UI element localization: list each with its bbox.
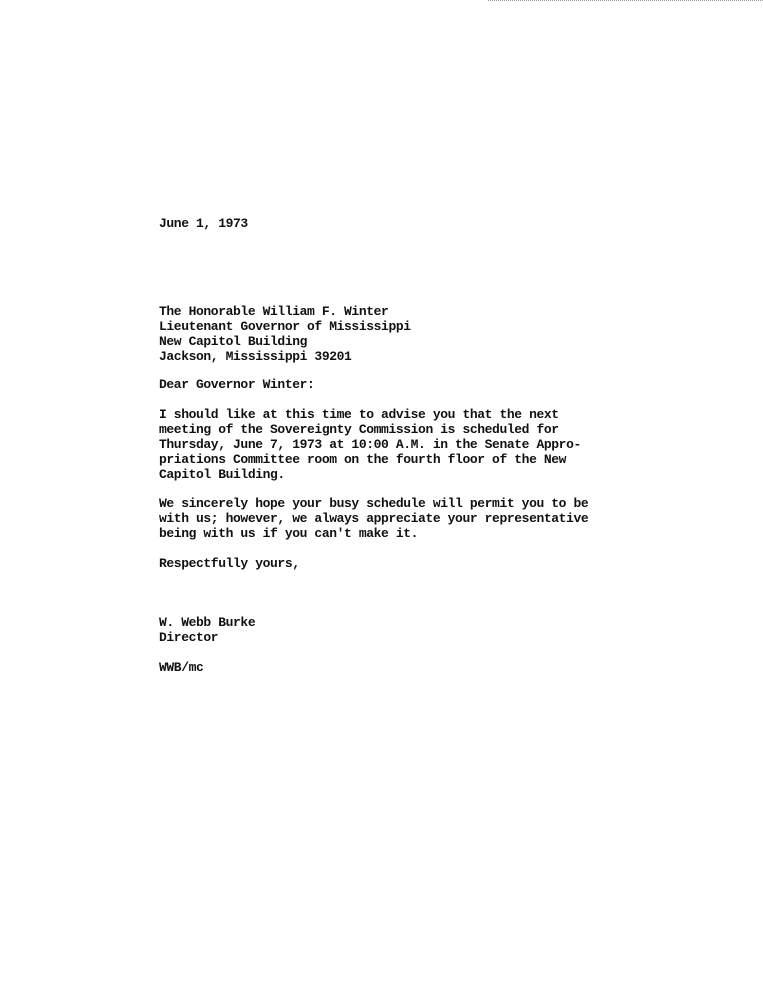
recipient-building: New Capitol Building — [159, 334, 308, 349]
salutation: Dear Governor Winter: — [159, 377, 315, 392]
paragraph-2-line-2: with us; however, we always appreciate your representative — [159, 511, 589, 526]
recipient-address — [159, 304, 411, 364]
reference-initials: WWB/mc — [159, 660, 204, 675]
signature-block — [159, 615, 255, 645]
paragraph-1-line-3: Thursday, June 7, 1973 at 10:00 A.M. in the Senate Appro- — [159, 437, 581, 452]
paragraph-1-line-4: priations Committee room on the fourth floor of the New — [159, 452, 567, 467]
paragraph-1-line-2: meeting of the Sovereignty Commission is scheduled for — [159, 422, 559, 437]
signer-name: W. Webb Burke — [159, 615, 256, 630]
paragraph-2-line-1: We sincerely hope your busy schedule will permit you to be — [159, 496, 589, 511]
letter-date: June 1, 1973 — [159, 216, 248, 231]
paragraph-1-line-5: Capitol Building. — [159, 467, 285, 482]
recipient-title: Lieutenant Governor of Mississippi — [159, 319, 411, 334]
recipient-city: Jackson, Mississippi 39201 — [159, 349, 352, 364]
body-paragraph-2 — [159, 496, 588, 541]
page-top-edge — [488, 0, 763, 2]
signer-title: Director — [159, 630, 219, 645]
paragraph-2-line-3: being with us if you can't make it. — [159, 526, 419, 541]
closing: Respectfully yours, — [159, 556, 300, 571]
body-paragraph-1 — [159, 407, 581, 482]
paragraph-1-line-1: I should like at this time to advise you that the next — [159, 407, 559, 422]
recipient-name: The Honorable William F. Winter — [159, 304, 389, 319]
